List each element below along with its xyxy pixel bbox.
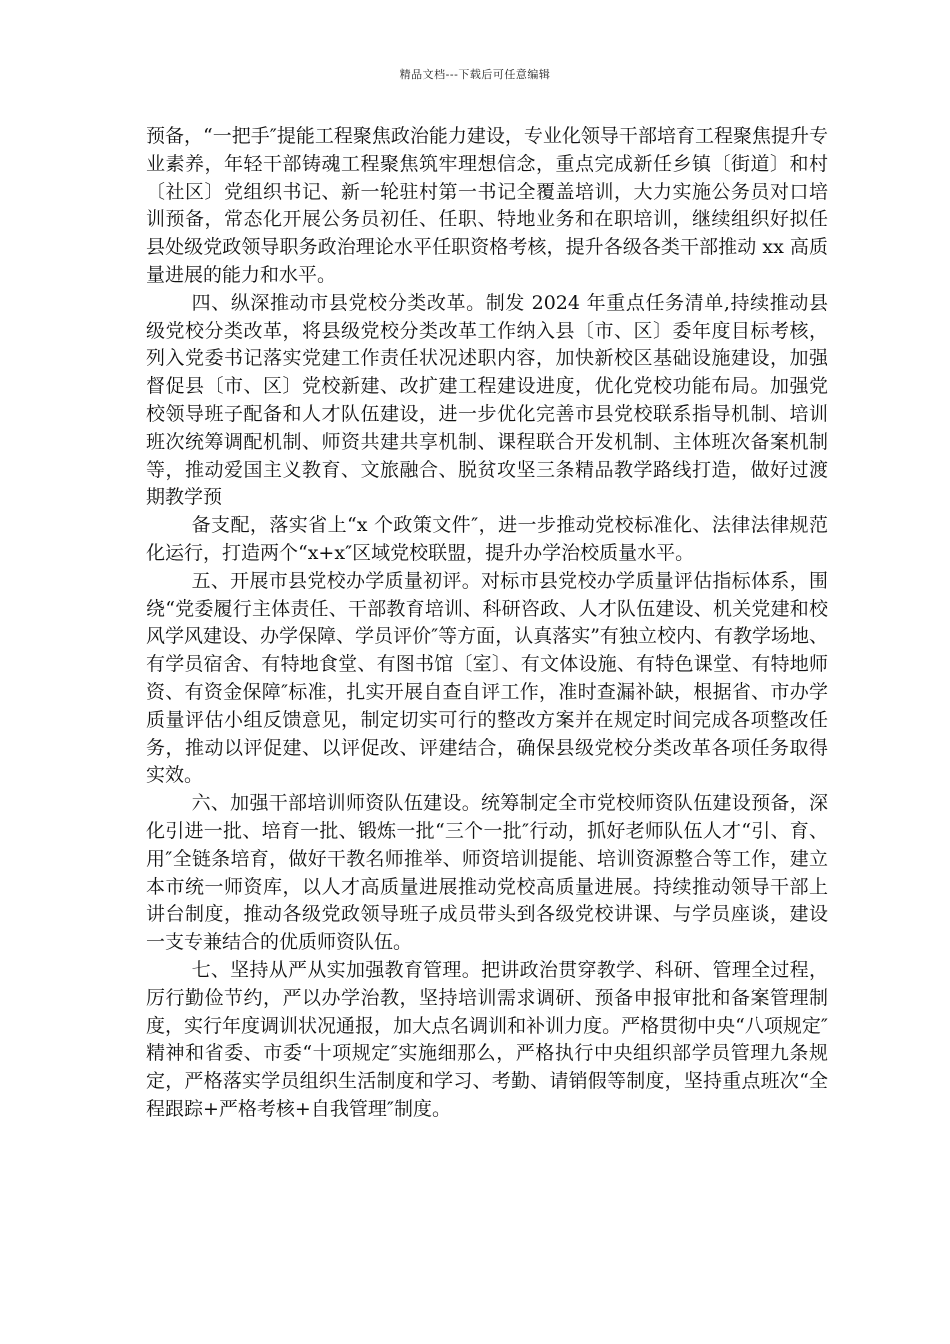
document-body xyxy=(146,123,828,1124)
paragraph-section-four: 四、纵深推动市县党校分类改革。制发 2024 年重点任务清单,持续推动县级党校分类改革，将县级党校分类改革工作纳入县〔市、区〕委年度目标考核，列入党委书记落实党建工作责任状况述职内容，加快新校区基础设施建设，加强督促县〔市、区〕党校新建、改扩建工程建设进度，优化党校功能布局。加强党校领导班子配备和人才队伍建设，进一步优化完善市县党校联系指导机制、培训班次统筹调配机制、师资共建共享机制、课程联合开发机制、主体班次备案机制等，推动爱国主义教育、文旅融合、脱贫攻坚三条精品教学路线打造，做好过渡期教学预 xyxy=(146,291,828,509)
paragraph-section-six: 六、加强干部培训师资队伍建设。统筹制定全市党校师资队伍建设预备，深化引进一批、培育一批、锻炼一批“三个一批″行动，抓好老师队伍人才“引、育、用″全链条培育，做好干教名师推举、师资培训提能、培训资源整合等工作，建立本市统一师资库，以人才高质量进展推动党校高质量进展。持续推动领导干部上讲台制度，推动各级党政领导班子成员带头到各级党校讲课、与学员座谈，建设一支专兼结合的优质师资队伍。 xyxy=(146,792,828,954)
paragraph-section-five: 五、开展市县党校办学质量初评。对标市县党校办学质量评估指标体系，围绕“党委履行主体责任、干部教育培训、科研咨政、人才队伍建设、机关党建和校风学风建设、办学保障、学员评价″等方面，认真落实”有独立校内、有教学场地、有学员宿舍、有特地食堂、有图书馆〔室〕、有文体设施、有特色课堂、有特地师资、有资金保障″标准，扎实开展自查自评工作，准时查漏补缺，根据省、市办学质量评估小组反馈意见，制定切实可行的整改方案并在规定时间完成各项整改任务，推动以评促建、以评促改、评建结合，确保县级党校分类改革各项任务取得实效。 xyxy=(146,569,828,787)
paragraph-section-four-continued: 备支配，落实省上“x 个政策文件″，进一步推动党校标准化、法律法律规范化运行，打造两个“x+x″区域党校联盟，提升办学治校质量水平。 xyxy=(146,514,828,564)
paragraph-training-programs: 预备，“一把手″提能工程聚焦政治能力建设，专业化领导干部培育工程聚焦提升专业素养，年轻干部铸魂工程聚焦筑牢理想信念，重点完成新任乡镇〔街道〕和村〔社区〕党组织书记、新一轮驻村第一书记全覆盖培训，大力实施公务员对口培训预备，常态化开展公务员初任、任职、特地业务和在职培训，继续组织好拟任县处级党政领导职务政治理论水平任职资格考核，提升各级各类干部推动 xx 高质量进展的能力和水平。 xyxy=(146,125,828,286)
paragraph-section-seven: 七、坚持从严从实加强教育管理。把讲政治贯穿教学、科研、管理全过程，厉行勤俭节约，严以办学治教，坚持培训需求调研、预备申报审批和备案管理制度，实行年度调训状况通报，加大点名调训和补训力度。严格贯彻中央“八项规定″精神和省委、市委“十项规定″实施细那么，严格执行中央组织部学员管理九条规定，严格落实学员组织生活制度和学习、考勤、请销假等制度，坚持重点班次“全程跟踪+严格考核+自我管理″制度。 xyxy=(146,958,828,1120)
page-header: 精品文档---下载后可任意编辑 xyxy=(399,68,551,81)
